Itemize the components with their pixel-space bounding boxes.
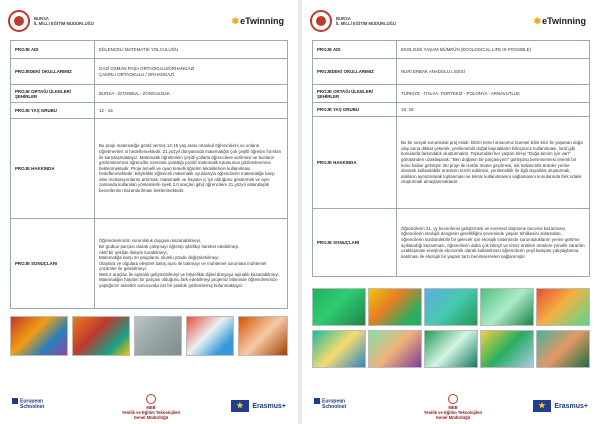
row-value: EĞLENCELİ MATEMATİK YOLCULUĞU [95, 41, 288, 59]
row-label: PROJEDEKİ OKULLARIMIZ [313, 59, 397, 85]
row-label: PROJE ORTAĞI ÜLKELER/ŞEHİRLER [313, 85, 397, 103]
table-row [313, 209, 590, 277]
row-value: NURİ ERBAK ANADOLU LİSESİ [397, 59, 590, 85]
row-value: Öğrencilerimizin sorumluluk duygusu kazanabilmeyi, Bir grubun parçası olarak çalışmayı öğrenip işbirlikçi hareket edebilmeyi, Aktif bir şekilde iletişim kurabilmeyi, Matematiğe karşı ön yargılarını olumlu yönde değiştirebilmeyi, Olaylara ve olgulara eleştirel bakış açısı ile bakmayı ve muhtemel sorunlara muhtemel çözümler ile gelebilmeyi, Web 2 araçları ile aşinalık geliştirebilmeyi ve böylelikle dijital dünyaya aşinalık kazanabilmeyi, Matematiğin hayatın bir parçası olduğunu fark edebilmeyi projemiz bitiminde öğrencilerimize yaptığımız anketler sonucunda net bir şekilde gözlemlemiş bulunmaktayız. [95, 219, 288, 309]
project-photo [238, 316, 288, 356]
table-row [313, 41, 590, 59]
meb-emblem-icon [8, 10, 30, 32]
row-value: TÜRKİYE - İTALYA- PORTEKİZ - POLONYA - ARNAVUTLUK [397, 85, 590, 103]
eu-flag-icon [231, 400, 249, 412]
table-row [313, 117, 590, 209]
row-label: PROJE SONUÇLARI [313, 209, 397, 277]
project-photo [312, 330, 366, 368]
european-schoolnet-logo: European Schoolnet [12, 398, 44, 410]
yegitek-logo: MEB Yenilik ve Eğitim Teknolojileri Genel Müdürlüğü [116, 394, 186, 420]
etwinning-star-icon: ✱ [533, 16, 542, 26]
meb-logo [8, 6, 128, 36]
row-label: PROJE HAKKINDA [11, 119, 95, 219]
row-label: PROJE ADI [313, 41, 397, 59]
etwinning-logo: ✱eTwinning [533, 16, 586, 26]
project-photo [368, 288, 422, 326]
row-value: EKOLOJİK YAŞAM MÜMKÜN (ECOLOGICAL LIFE IS POSSIBLE) [397, 41, 590, 59]
photo-strip [312, 330, 590, 368]
project-photo [424, 288, 478, 326]
project-photo [312, 288, 366, 326]
meb-logo [310, 6, 430, 36]
project-photo [134, 316, 182, 356]
photo-strip [312, 288, 590, 326]
table-row [11, 119, 288, 219]
page-header [302, 6, 600, 36]
table-row [313, 85, 590, 103]
page-footer [302, 394, 600, 418]
row-value: Öğrencilerin 21. yy becerilerini geliştirmesi ve evrensel düşünme becerisi kazanması, öğrencilerin ekolojik dengenin gerekliliğini çevresinde yaşam tehlikesini anlamaları, öğrencilerin sürdürülebilir bir gelecek için ekolojik sisteminde sorumluluklarını yerine getirme açıklandığı kazanması, öğrencilerin daha çok bilinçli ve temiz üretilen ürünlere yönelik zararları uzaklaşması enerjinin ekonomik olarak kullanılması öğrencilerin yeşil kampüs çalıştaylarına katılması ile ekolojik bir yaşam tarzı benimsemeleri sağlanmıştır. [397, 209, 590, 277]
row-label: PROJE YAŞ GRUBU [11, 103, 95, 119]
table-row [313, 103, 590, 117]
etwinning-logo: ✱eTwinning [231, 16, 284, 26]
project-photo [10, 316, 68, 356]
meb-line1: BURSA [34, 16, 49, 21]
row-label: PROJE ORTAĞI ÜLKELER/ŞEHİRLER [11, 85, 95, 103]
eu-flag-icon [533, 400, 551, 412]
table-row [11, 85, 288, 103]
row-value: Bu proje matematiğe gönül vermiş 12-15 yaş arası ortaokul öğrencilerini ve onların öğretmenleri ni hedeflemektedir. 21.yüzyıl dünyasında matematiğin çok çeşitli öğretim formları ile karşılaşmaktayız. Matematik öğretiminin çeşitli yollarla öğrencilere verilmesi ve bunların gözlemlenmesi öğrenciler üzerinde yarattığı pozitif matematik tutumunun gözlemlenmesi beklenmektedir. Proje temelli ve oyun temelli öğretim tekniklerinin kullanılması hedeflenmektedir. Böylelikle eğlenceli matematik oyunlarıyla öğrencilerin matematiğe karşı olan motivasyonlarını artırmak, matematik ve hayatın iç içe olduğunu göstermek ve aynı zamanda kullanılan yöntemlerle (web 2.0 araçları gibi) öğrencilere 21.yüzyıl vatandaşlık becerilerinin kazandırılması beklenmektedir. [95, 119, 288, 219]
table-row [11, 41, 288, 59]
table-row [313, 59, 590, 85]
photo-strip [10, 316, 288, 356]
project-photo [186, 316, 234, 356]
row-label: PROJE YAŞ GRUBU [313, 103, 397, 117]
project-photo [536, 288, 590, 326]
yegitek-logo: MEB Yenilik ve Eğitim Teknolojileri Genel Müdürlüğü [418, 394, 488, 420]
row-label: PROJE HAKKINDA [313, 117, 397, 209]
table-row [11, 59, 288, 85]
erasmus-logo: ★ Erasmus+ [533, 400, 588, 412]
erasmus-logo: ★ Erasmus+ [231, 400, 286, 412]
meb-line2: İL MİLLİ EĞİTİM MÜDÜRLÜĞÜ [336, 21, 396, 26]
project-photo [536, 330, 590, 368]
table-row [11, 103, 288, 119]
project-photo [368, 330, 422, 368]
meb-emblem-icon [310, 10, 332, 32]
project-photo [72, 316, 130, 356]
row-value: 15 -18 [397, 103, 590, 117]
row-value: BURSA - İSTANBUL - ZONGULDAK [95, 85, 288, 103]
etwinning-star-icon: ✱ [231, 16, 240, 26]
yegitek-emblem-icon [146, 394, 156, 404]
row-label: PROJEDEKİ OKULLARIMIZ [11, 59, 95, 85]
row-label: PROJE SONUÇLARI [11, 219, 95, 309]
row-value: 12 - 15 [95, 103, 288, 119]
project-photo [424, 330, 478, 368]
yegitek-emblem-icon [448, 394, 458, 404]
project-photo [480, 288, 534, 326]
project-photo [480, 330, 534, 368]
table-row [11, 219, 288, 309]
page-header [0, 6, 298, 36]
project-info-table [10, 40, 288, 309]
row-value: GAZİ OSMAN PAŞA ORTAOKULU/ORHANGAZİ ÇAKIRLI ORTAOKULU / ORHANGAZİ [95, 59, 288, 85]
european-schoolnet-logo: European Schoolnet [314, 398, 346, 410]
project-info-table [312, 40, 590, 277]
page-footer [0, 394, 298, 418]
meb-line1: BURSA [336, 16, 351, 21]
document-page-left [0, 0, 298, 424]
row-value: Bu bir sosyal sorumluluk proj esidir. Bizim temel amacımız küresel iklim krizi ile yaşanan doğa olay arına dikkat çekerek, yenilenebilir doğal kaynakların bilinçsizce kullanılması, israf gibi konularda farkındalık oluşturmaktır. Toplumdaki her yaştan bireyi "Doğa benim için var!" görüşünden uzaklaşarak; "Ben doğanın bir parçasıyım!" görüşünü benimsemesi önemli bir konu haline gelmiştir. Bu proje ile israfın önüne geçilmesi, tek kullanımlık ürünler yerine devamlı kullanılabilir ürünlerin tercih edilmesi, yenilenebilir ile ilgili duyarlılık oluşturmak, atıkların ayrıştırılarak toplanması ve tekrar kullanılmasını sağlamasını konularında fark ndalık oluşturmak amaçlanmaktadır. [397, 117, 590, 209]
schoolnet-square-icon [12, 398, 18, 404]
schoolnet-square-icon [314, 398, 320, 404]
row-label: PROJE ADI [11, 41, 95, 59]
document-page-right [302, 0, 600, 424]
meb-line2: İL MİLLİ EĞİTİM MÜDÜRLÜĞÜ [34, 21, 94, 26]
